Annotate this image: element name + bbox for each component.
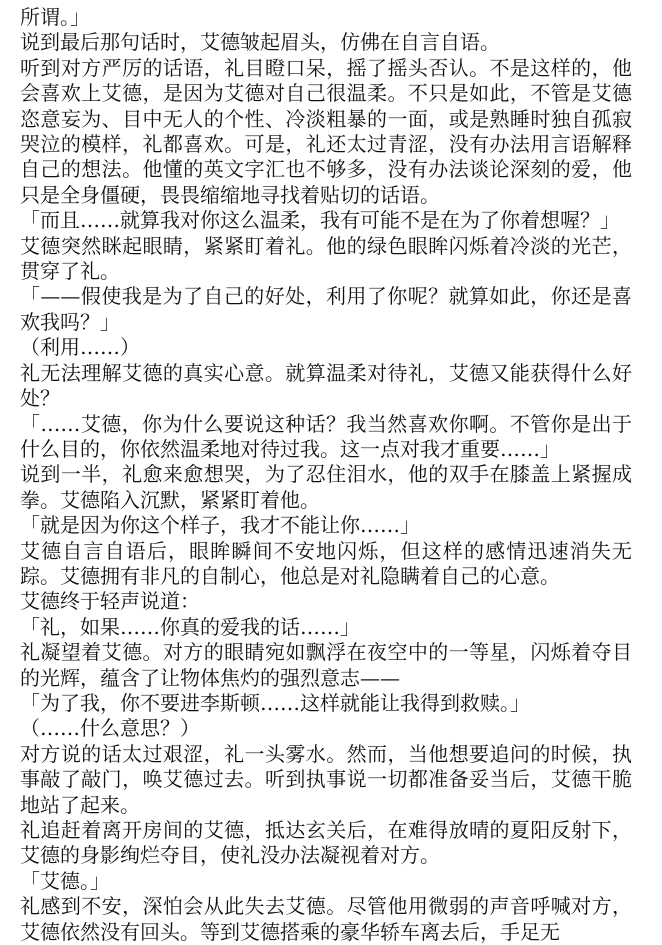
paragraph: 「……艾德，你为什么要说这种话？我当然喜欢你啊。不管你是出于什么目的，你依然温柔地对待过我。这一点对我才重要……」 [20, 411, 632, 461]
paragraph: 艾德突然眯起眼睛，紧紧盯着礼。他的绿色眼眸闪烁着冷淡的光芒，贯穿了礼。 [20, 233, 632, 284]
paragraph: 礼无法理解艾德的真实心意。就算温柔对待礼，艾德又能获得什么好处？ [20, 360, 632, 411]
paragraph: （……什么意思？） [20, 716, 200, 741]
paragraph: 「而且……就算我对你这么温柔，我有可能不是在为了你着想喔？」 [20, 208, 620, 233]
paragraph: 所谓。」 [20, 5, 90, 29]
paragraph: 礼凝望着艾德。对方的眼睛宛如飘浮在夜空中的一等星，闪烁着夺目的光辉，蕴含了让物体焦灼的强烈意志—— [20, 640, 632, 690]
paragraph: 艾德终于轻声说道： [20, 589, 200, 614]
paragraph: 礼追赶着离开房间的艾德，抵达玄关后，在难得放晴的夏阳反射下，艾德的身影绚烂夺目，使礼没办法凝视着对方。 [20, 818, 632, 868]
paragraph: 礼感到不安，深怕会从此失去艾德。尽管他用微弱的声音呼喊对方，艾德依然没有回头。等到艾德搭乘的豪华轿车离去后，手足无 [20, 894, 632, 944]
paragraph: 「——假使我是为了自己的好处，利用了你呢？就算如此，你还是喜欢我吗？」 [20, 284, 632, 334]
paragraph: 「艾德。」 [20, 868, 110, 893]
paragraph: 听到对方严厉的话语，礼目瞪口呆，摇了摇头否认。不是这样的，他会喜欢上艾德，是因为艾德对自己很温柔。不只是如此，不管是艾德恣意妄为、目中无人的个性、冷淡粗暴的一面，或是熟睡时独自孤寂哭泣的模样，礼都喜欢。可是，礼还太过青涩，没有办法用言语解释自己的想法。他懂的英文字汇也不够多，没有办法谈论深刻的爱，他只是全身僵硬，畏畏缩缩地寻找着贴切的话语。 [20, 55, 632, 207]
paragraph: （利用……） [20, 335, 140, 360]
paragraph: 「礼，如果……你真的爱我的话……」 [20, 614, 360, 639]
paragraph: 对方说的话太过艰涩，礼一头雾水。然而，当他想要追问的时候，执事敲了敲门，唤艾德过去。听到执事说一切都准备妥当后，艾德干脆地站了起来。 [20, 741, 632, 817]
paragraph: 说到一半，礼愈来愈想哭，为了忍住泪水，他的双手在膝盖上紧握成拳。艾德陷入沉默，紧紧盯着他。 [20, 462, 632, 512]
paragraph: 艾德自言自语后，眼眸瞬间不安地闪烁，但这样的感情迅速消失无踪。艾德拥有非凡的自制心，他总是对礼隐瞒着自己的心意。 [20, 538, 632, 588]
paragraph: 「就是因为你这个样子，我才不能让你……」 [20, 513, 420, 538]
paragraph: 「为了我，你不要进李斯顿……这样就能让我得到救赎。」 [20, 690, 530, 715]
paragraph: 说到最后那句话时，艾德皱起眉头，仿佛在自言自语。 [20, 30, 500, 55]
